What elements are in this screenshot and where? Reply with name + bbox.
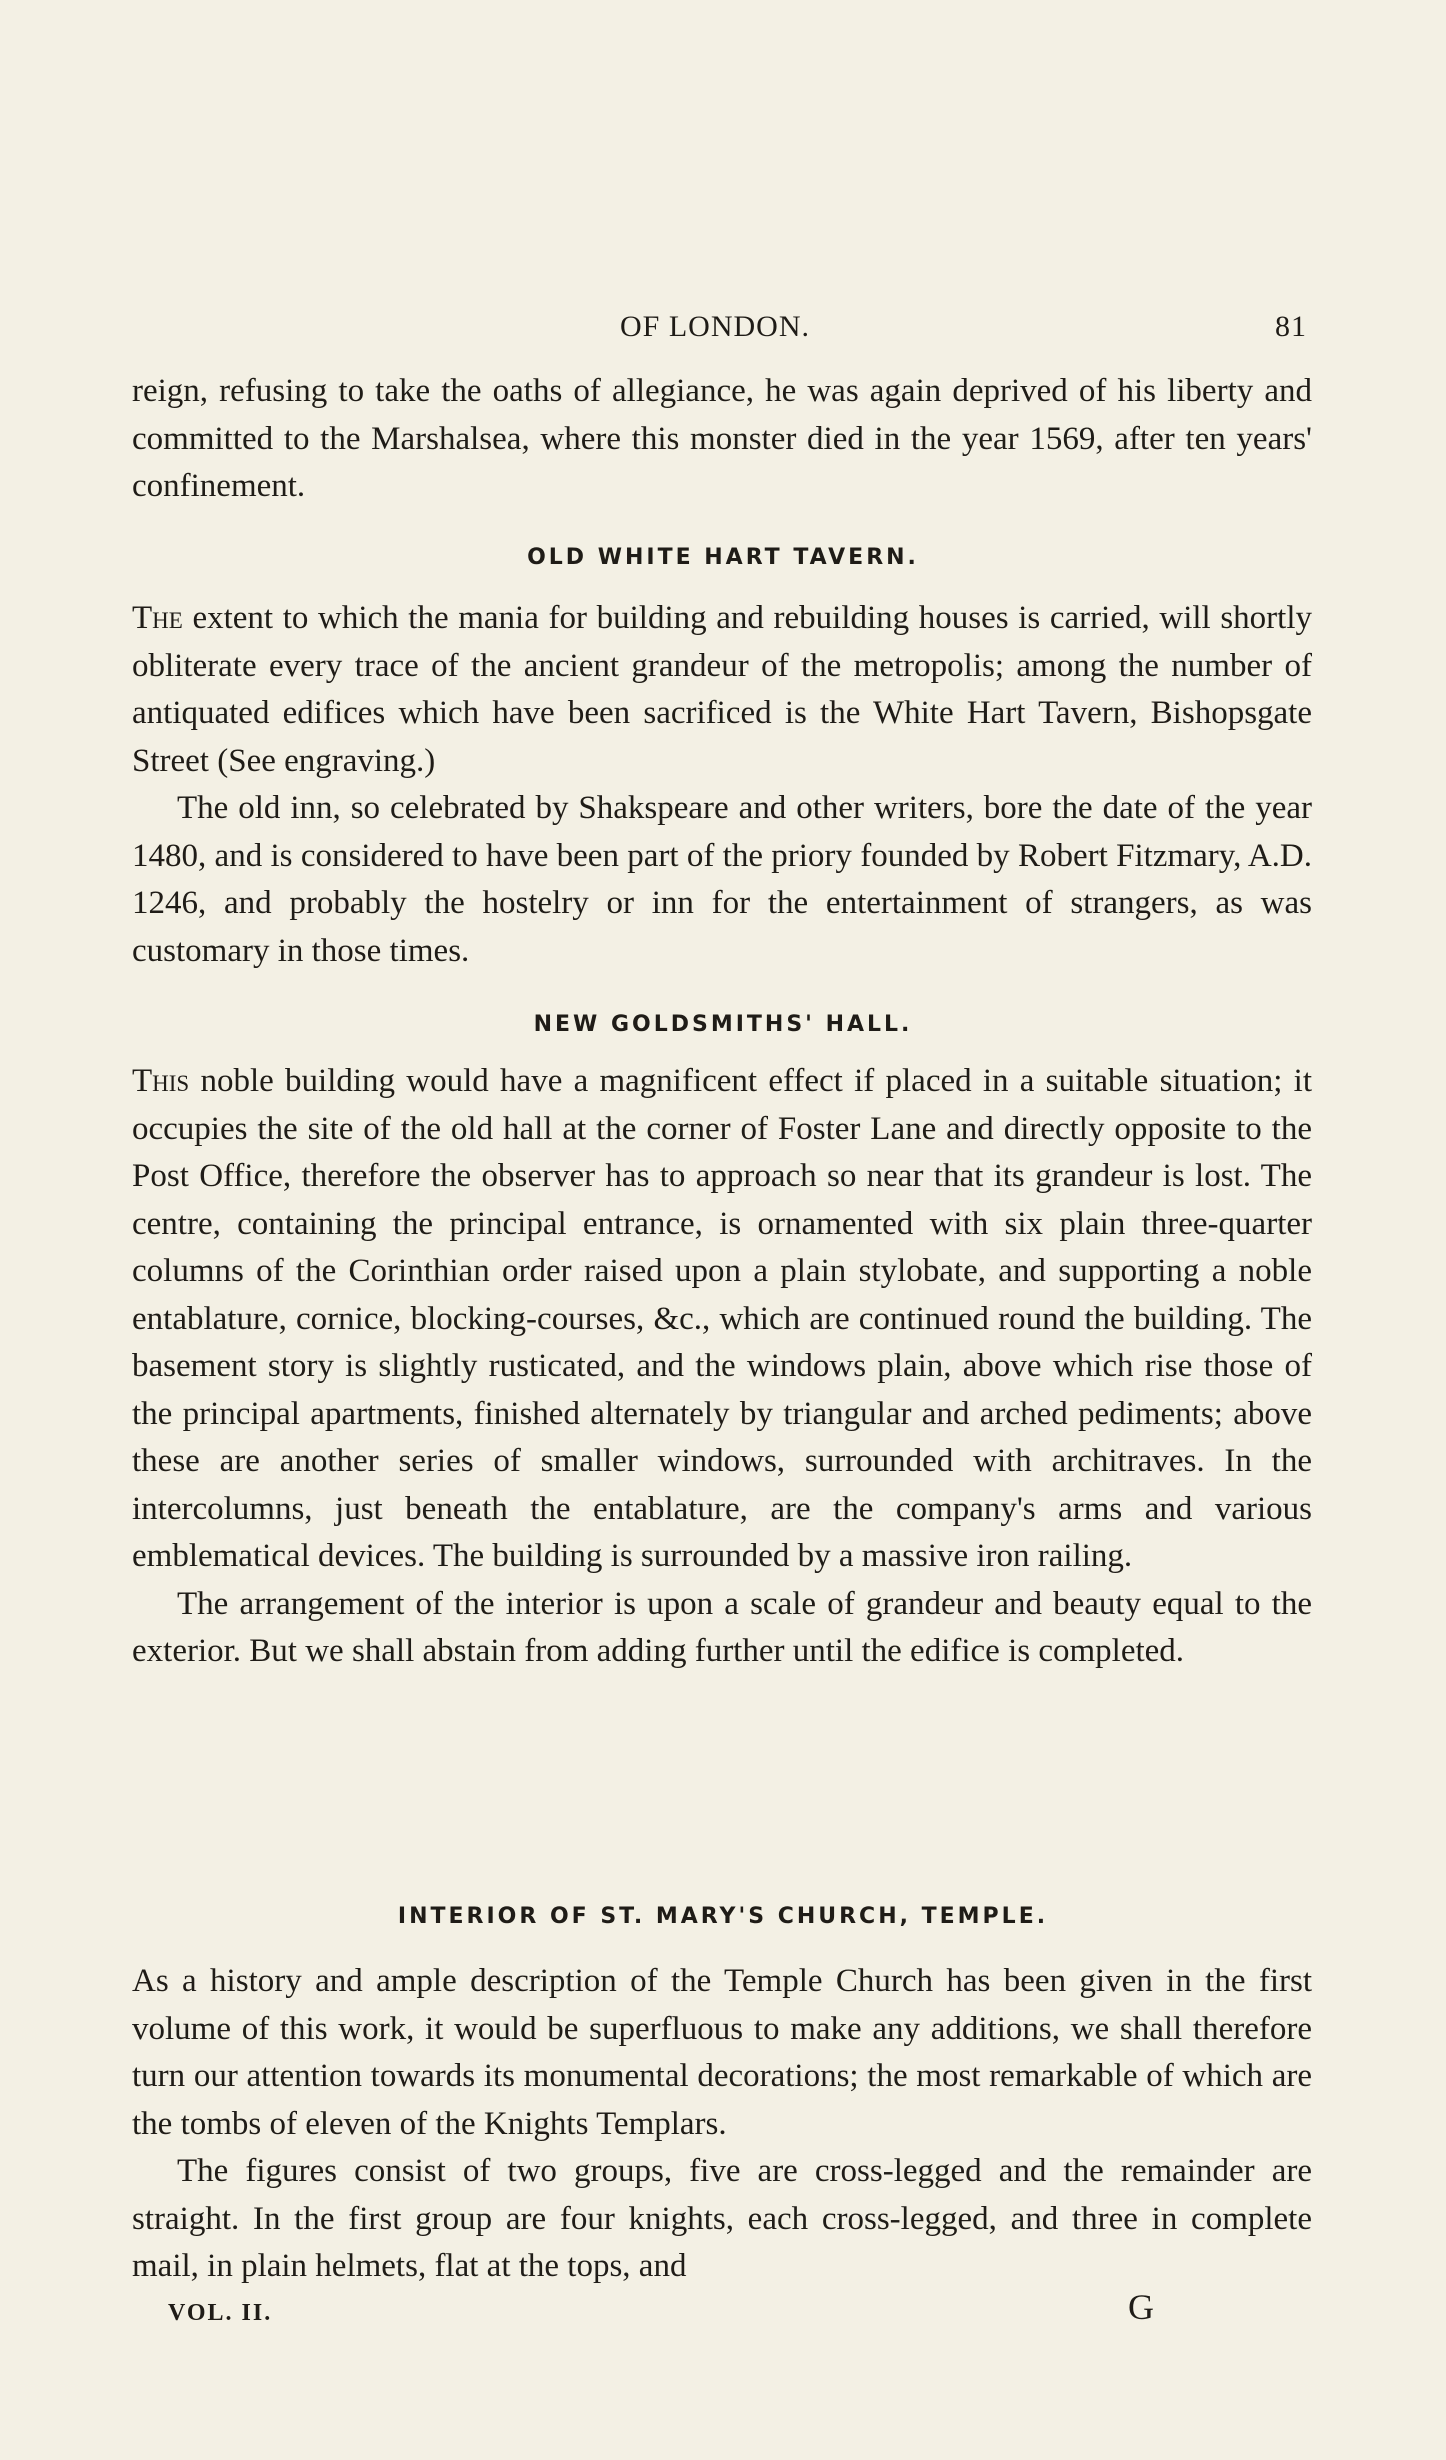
section-goldsmiths-body: [132, 1058, 1312, 1676]
paragraph-text: extent to which the mania for building and rebuilding houses is carried, will shortly obliterate every trace of the ancient grandeur of the metropolis; among the number of antiquated edifices which have been sacrificed is the White Hart Tavern, Bishopsgate Street (See engraving.): [132, 600, 1312, 779]
running-head: [0, 302, 1446, 352]
paragraph-lead-word: This: [132, 1063, 190, 1099]
paragraph: [132, 595, 1312, 785]
paragraph: As a history and ample description of the Temple Church has been given in the first volume of this work, it would be superfluous to make any additions, we shall therefore turn our attention towards its monumental decorations; the most remarkable of which are the tombs of eleven of the Knights Templars.: [132, 1963, 1312, 2142]
section-heading-goldsmiths-hall: NEW GOLDSMITHS' HALL.: [533, 1012, 913, 1037]
section-heading-white-hart: OLD WHITE HART TAVERN.: [527, 545, 919, 570]
section-temple-church-body: [132, 1958, 1312, 2291]
paragraph-text: noble building would have a magnificent effect if placed in a suitable situation; it occupies the site of the old hall at the corner of Foster Lane and directly opposite to the Post Office, therefore the observer has to approach so near that its grandeur is lost. The centre, containing the principal entrance, is ornamented with six plain three-quarter columns of the Corinthian order raised upon a plain stylobate, and supporting a noble entablature, cornice, blocking-courses, &c., which are continued round the building. The basement story is slightly rusticated, and the windows plain, above which rise those of the principal apartments, finished alternately by triangular and arched pediments; above these are another series of smaller windows, surrounded with architraves. In the intercolumns, just beneath the entablature, are the company's arms and various emblematical devices. The building is surrounded by a massive iron railing.: [132, 1063, 1312, 1574]
volume-label: VOL. II.: [168, 2300, 273, 2326]
paragraph-lead-word: The: [132, 600, 183, 636]
opening-paragraph: reign, refusing to take the oaths of allegiance, he was again deprived of his liberty and committed to the Marshalsea, where this monster died in the year 1569, after ten years' confinement.: [132, 373, 1312, 504]
paragraph: [132, 1058, 1312, 1581]
paragraph: The figures consist of two groups, five are cross-legged and the remainder are straight. In the first group are four knights, each cross-legged, and three in complete mail, in plain helmets, flat at the tops, and: [132, 2153, 1312, 2284]
paragraph: The old inn, so celebrated by Shakspeare and other writers, bore the date of the year 1480, and is considered to have been part of the priory founded by Robert Fitzmary, A.D. 1246, and probably the hostelry or inn for the entertainment of strangers, as was customary in those times.: [132, 790, 1312, 969]
section-white-hart-body: [132, 595, 1312, 975]
page-number: 81: [1275, 310, 1307, 343]
section-heading-temple-church: INTERIOR OF ST. MARY'S CHURCH, TEMPLE.: [397, 1904, 1049, 1929]
paragraph: The arrangement of the interior is upon a scale of grandeur and beauty equal to the exterior. But we shall abstain from adding further until the edifice is completed.: [132, 1585, 1312, 1669]
signature-mark: G: [1128, 2287, 1154, 2327]
running-head-title: OF LONDON.: [620, 310, 810, 343]
opening-paragraph-block: [132, 368, 1312, 511]
